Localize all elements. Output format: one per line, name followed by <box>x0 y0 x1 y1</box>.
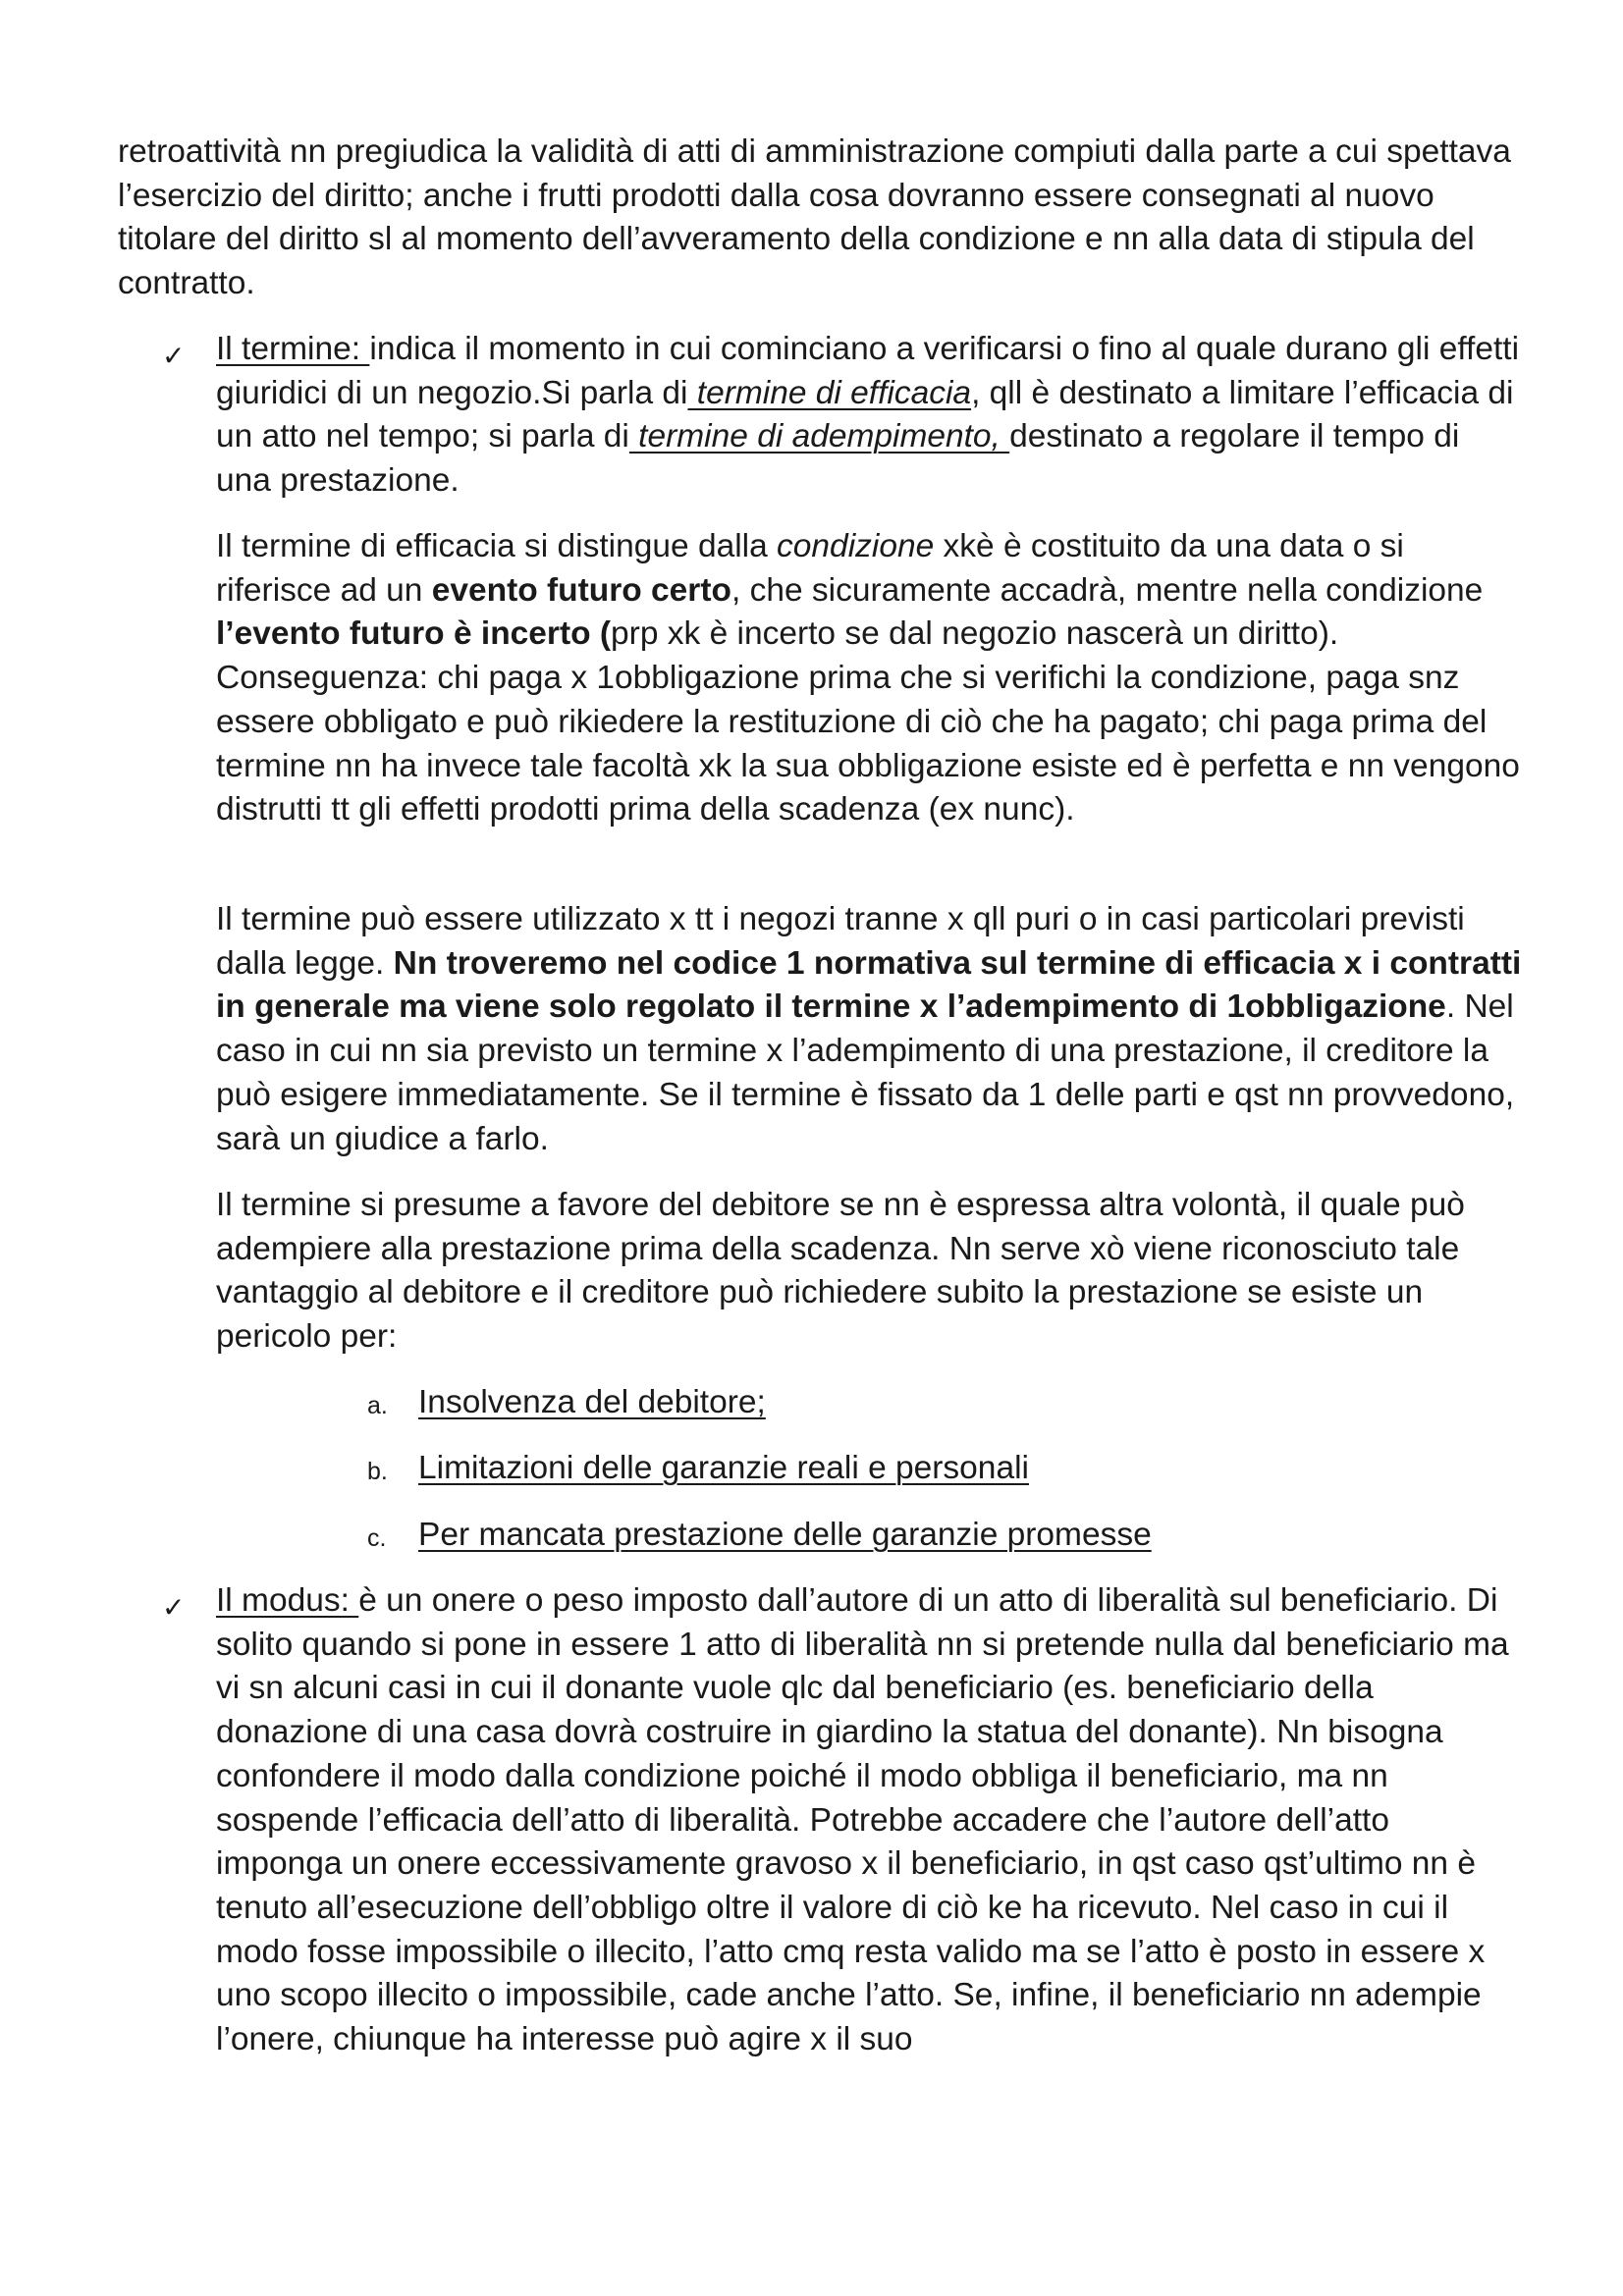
termine-paragraph-1: Il termine: indica il momento in cui cominciano a verificarsi o fino al quale durano gli effetti giuridici di un negozio.Si parla di termine di efficacia, qll è destinato a limitare l’efficacia di un atto nel tempo; si parla di termine di adempimento, destinato a regolare il tempo di una prestazione. <box>216 331 1520 500</box>
modus-heading: Il modus: <box>216 1582 359 1619</box>
modus-paragraph: Il modus: è un onere o peso imposto dall’autore di un atto di liberalità sul beneficiario. Di solito quando si pone in essere 1 atto di liberalità nn si pretende nulla dal beneficiario ma vi sn alcuni casi in cui il donante vuole qlc dal beneficiario (es. beneficiario della donazione di una casa dovrà costruire in giardino la statua del donante). Nn bisogna confondere il modo dalla condizione poiché il modo obbliga il beneficiario, ma nn sospende l’efficacia dell’atto di liberalità. Potrebbe accadere che l’autore dell’atto imponga un onere eccessivamente gravoso x il beneficiario, in qst caso qst’ultimo nn è tenuto all’esecuzione dell’obbligo oltre il valore di ciò ke ha ricevuto. Nel caso in cui il modo fosse impossibile o illecito, l’atto cmq resta valido ma se l’atto è posto in essere x uno scopo illecito o impossibile, cade anche l’atto. Se, infine, il beneficiario nn adempie l’onere, chiunque ha interesse può agire x il suo <box>216 1582 1509 2058</box>
intro-paragraph: retroattività nn pregiudica la validità di atti di amministrazione compiuti dalla parte a cui spettava l’esercizio del diritto; anche i frutti prodotti dalla cosa dovranno essere consegnati al nuovo titolare del diritto sl al momento dell’avveramento della condizione e nn alla data di stipula del contratto. <box>118 133 1511 302</box>
termine-paragraph-4: Il termine si presume a favore del debitore se nn è espressa altra volontà, il quale può adempiere alla prestazione prima della scadenza. Nn serve xò viene riconosciuto tale vantaggio al debitore e il creditore può richiedere subito la prestazione se esiste un pericolo per: <box>216 1187 1465 1356</box>
termine-paragraph-3: Il termine può essere utilizzato x tt i negozi tranne x qll puri o in casi particolari previsti dalla legge. Nn troveremo nel codice 1 normativa sul termine di efficacia x i contratti in generale ma viene solo regolato il termine x l’adempimento di 1obbligazione. Nel caso in cui nn sia previsto un termine x l’adempimento di una prestazione, il creditore la può esigere immediatamente. Se il termine è fissato da 1 delle parti e qst nn provvedono, sarà un giudice a farlo. <box>216 901 1522 1157</box>
termine-paragraph-2: Il termine di efficacia si distingue dalla condizione xkè è costituito da una data o si riferisce ad un evento futuro certo, che sicuramente accadrà, mentre nella condizione l’evento futuro è incerto (prp xk è incerto se dal negozio nascerà un diritto). Conseguenza: chi paga x 1obbligazione prima che si verifichi la condizione, paga snz essere obbligato e può rikiedere la restituzione di ciò che ha pagato; chi paga prima del termine nn ha invece tale facoltà xk la sua obbligazione esiste ed è perfetta e nn vengono distrutti tt gli effetti prodotti prima della scadenza (ex nunc). <box>216 528 1520 828</box>
termine-heading: Il termine: <box>216 331 370 367</box>
document-page: retroattività nn pregiudica la validità di atti di amministrazione compiuti dalla parte a cui spettava l’esercizio del diritto; anche i frutti prodotti dalla cosa dovranno essere consegnati al nuovo titolare del diritto sl al momento dell’avveramento della condizione e nn alla data di stipula del contratto. ✓ Il termine: indica il momento in cui cominciano a verificarsi o fino al quale durano gli effetti giuridici di un negozio.Si parla di termine di efficacia, qll è destinato a limitare l’efficacia di un atto nel tempo; si parla di termine di adempimento, destinato a regolare il tempo di una prestazione. Il termine di efficacia si distingue dalla condizione xkè è costituito da una data o si riferisce ad un evento futuro certo, che sicuramente accadrà, mentre nella condizione l’evento futuro è incerto (prp xk è incerto se dal negozio nascerà un diritto). Conseguenza: chi paga x 1obbligazione prima che si verifichi la condizione, paga snz essere obbligato e può rikiedere la restituzione di ciò che ha pagato; chi paga prima del termine nn ha invece tale facoltà xk la sua obbligazione esiste ed è perfetta e nn vengono distrutti tt gli effetti prodotti prima della scadenza (ex nunc). Il termine può essere utilizzato x tt i negozi tranne x qll puri o in casi particolari previsti dalla legge. Nn troveremo nel codice 1 normativa sul termine di efficacia x i contratti in generale ma viene solo regolato il termine x l’adempimento di 1obbligazione. Nel caso in cui nn sia previsto un termine x l’adempimento di una prestazione, il creditore la può esigere immediatamente. Se il termine è fissato da 1 delle parti e qst nn provvedono, sarà un giudice a farlo. Il termine si presume a favore del debitore se nn è espressa altra volontà, il quale può adempiere alla prestazione prima della scadenza. Nn serve xò viene riconosciuto tale vantaggio al debitore e il creditore può richiedere subito la prestazione se esiste un pericolo per: a. Insolvenza del debitore; b. Limitazioni delle garanzie reali e personali c. Per mancata prestazione delle garanzie promesse ✓ Il modus: è un onere o peso imposto dall’autore di un atto di liberalità sul beneficiario. Di solito quando si pone in essere 1 atto di liberalità nn si pretende nulla dal beneficiario ma vi sn alcuni casi in cui il donante vuole qlc dal beneficiario (es. beneficiario della donazione di una casa dovrà costruire in giardino la statua del donante). Nn bisogna confondere il modo dalla condizione poiché il modo obbliga il beneficiario, ma nn sospende l’efficacia dell’atto di liberalità. Potrebbe accadere che l’autore dell’atto imponga un onere eccessivamente gravoso x il beneficiario, in qst caso qst’ultimo nn è tenuto all’esecuzione dell’obbligo oltre il valore di ciò ke ha ricevuto. Nel caso in cui il modo fosse impossibile o illecito, l’atto cmq resta valido ma se l’atto è posto in essere x uno scopo illecito o impossibile, cade anche l’atto. Se, infine, il beneficiario nn adempie l’onere, chiunque ha interesse può agire x il suo <box>0 0 1623 2296</box>
termine-efficacia-term: termine di efficacia <box>687 374 972 411</box>
termine-adempimento-term: termine di adempimento, <box>628 418 1010 455</box>
